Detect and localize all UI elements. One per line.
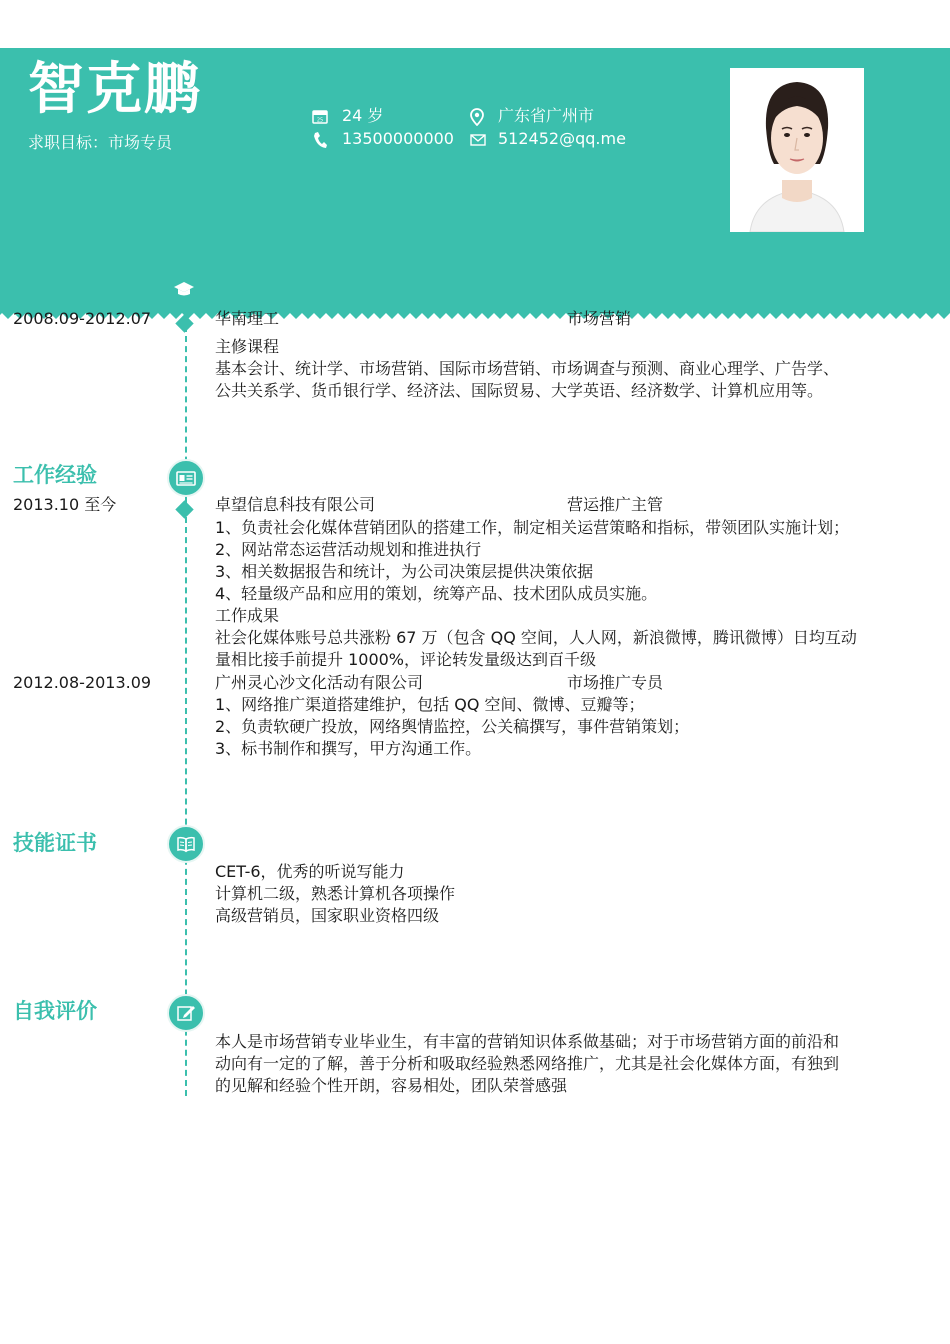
job-duty-line: 2、负责软硬广投放，网络舆情监控，公关稿撰写，事件营销策划； xyxy=(215,717,690,736)
courses-line: 公共关系学、货币银行学、经济法、国际贸易、大学英语、经济数学、计算机应用等。 xyxy=(215,381,824,400)
courses-line: 基本会计、统计学、市场营销、国际市场营销、市场调查与预测、商业心理学、广告学、 xyxy=(215,359,840,378)
job-date: 2012.08-2013.09 xyxy=(13,673,152,692)
email-text: 512452@qq.me xyxy=(498,129,626,148)
timeline-line xyxy=(185,326,187,1096)
calendar-icon xyxy=(312,108,328,124)
job-objective: 求职目标：市场专员 xyxy=(28,133,173,152)
work-section-icon-circle xyxy=(167,459,205,497)
education-school: 华南理工 xyxy=(215,309,280,328)
location-text: 广东省广州市 xyxy=(498,106,595,125)
self-eval-line: 动向有一定的了解，善于分析和吸取经验熟悉网络推广，尤其是社会化媒体方面，有独到 xyxy=(215,1054,840,1073)
job-position: 市场推广专员 xyxy=(567,673,664,692)
candidate-name: 智克鹏 xyxy=(28,57,202,122)
job-duty-line: 工作成果 xyxy=(215,606,280,625)
self-section-icon-circle xyxy=(167,994,205,1032)
job-duty-line: 2、网站常态运营活动规划和推进执行 xyxy=(215,540,482,559)
self-eval-line: 的见解和经验个性开朗，容易相处，团队荣誉感强 xyxy=(215,1076,568,1095)
job-duty-line: 3、相关数据报告和统计，为公司决策层提供决策依据 xyxy=(215,562,594,581)
skills-section-icon-circle xyxy=(167,825,205,863)
education-date: 2008.09-2012.07 xyxy=(13,309,152,328)
work-section-title: 工作经验 xyxy=(13,463,97,487)
courses-label: 主修课程 xyxy=(215,337,280,356)
job-duty-line: 3、标书制作和撰写，甲方沟通工作。 xyxy=(215,739,482,758)
job-position: 营运推广主管 xyxy=(567,495,664,514)
phone-icon xyxy=(312,131,328,149)
job-company: 广州灵心沙文化活动有限公司 xyxy=(215,673,424,692)
job-duty-line: 量相比接手前提升 1000%，评论转发量级达到百千级 xyxy=(215,650,597,669)
work-marker xyxy=(175,500,193,518)
skills-section-title: 技能证书 xyxy=(13,831,97,855)
job-company: 卓望信息科技有限公司 xyxy=(215,495,376,514)
location-pin-icon xyxy=(470,108,484,126)
education-major: 市场营销 xyxy=(567,309,632,328)
profile-photo xyxy=(730,68,864,232)
id-card-icon xyxy=(176,468,196,488)
education-section-icon xyxy=(167,275,201,309)
job-duty-line: 1、网络推广渠道搭建维护，包括 QQ 空间、微博、豆瓣等； xyxy=(215,695,645,714)
svg-text:25: 25 xyxy=(316,117,324,124)
skill-line: CET-6，优秀的听说写能力 xyxy=(215,862,405,881)
book-icon xyxy=(176,834,196,854)
job-duty-line: 4、轻量级产品和应用的策划，统筹产品、技术团队成员实施。 xyxy=(215,584,658,603)
skill-line: 计算机二级，熟悉计算机各项操作 xyxy=(215,884,456,903)
age-text: 24 岁 xyxy=(342,106,384,125)
job-duty-line: 1、负责社会化媒体营销团队的搭建工作，制定相关运营策略和指标，带领团队实施计划； xyxy=(215,518,850,537)
mail-icon xyxy=(470,131,486,147)
graduation-cap-icon xyxy=(173,281,195,299)
phone-text: 13500000000 xyxy=(342,129,454,148)
self-section-title: 自我评价 xyxy=(13,999,97,1023)
job-duty-line: 社会化媒体账号总共涨粉 67 万（包含 QQ 空间，人人网，新浪微博，腾讯微博）日均互动 xyxy=(215,628,857,647)
job-date: 2013.10 至今 xyxy=(13,495,117,514)
edit-icon xyxy=(176,1003,196,1023)
self-eval-line: 本人是市场营销专业毕业生，有丰富的营销知识体系做基础；对于市场营销方面的前沿和 xyxy=(215,1032,840,1051)
skill-line: 高级营销员，国家职业资格四级 xyxy=(215,906,440,925)
